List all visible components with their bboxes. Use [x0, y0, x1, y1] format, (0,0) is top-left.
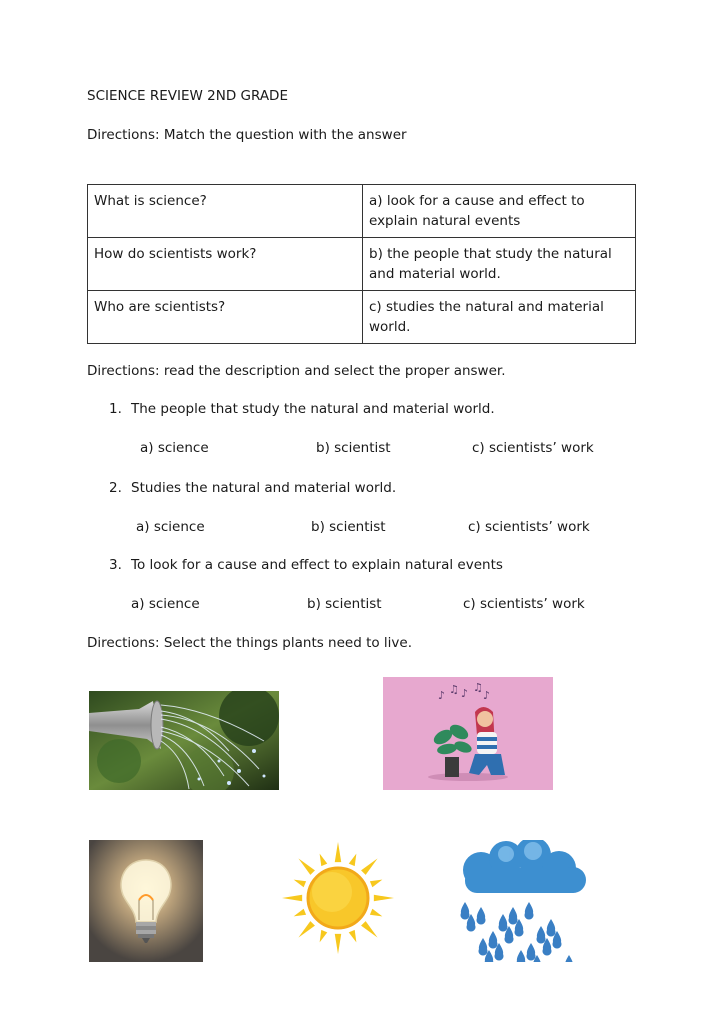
rain-drop [565, 955, 574, 962]
svg-text:♪: ♪ [438, 689, 446, 702]
option-c[interactable]: c) scientists’ work [468, 519, 590, 535]
question-text: Studies the natural and material world. [131, 480, 397, 496]
option-c[interactable]: c) scientists’ work [463, 596, 585, 612]
watering-can-icon [89, 691, 279, 790]
sun-ray [370, 909, 382, 917]
question-number: 3. [109, 557, 122, 573]
sun-ray [294, 880, 306, 888]
table-cell-question: How do scientists work? [88, 238, 363, 291]
light-bulb-icon [89, 840, 203, 962]
option-b[interactable]: b) scientist [307, 596, 382, 612]
sun-ray [335, 934, 341, 954]
rain-drop [527, 943, 536, 961]
sun-ray [335, 842, 341, 862]
sun-ray [294, 909, 306, 917]
sun-icon [274, 838, 402, 958]
rain-drop [489, 931, 498, 949]
option-b[interactable]: b) scientist [316, 440, 391, 456]
sun-ray [349, 854, 357, 866]
music-plant-image[interactable] [383, 677, 553, 790]
table-row [88, 185, 636, 238]
sun-ray [320, 930, 328, 942]
table-row [88, 238, 636, 291]
rain-drop [499, 914, 508, 932]
question-text: To look for a cause and effect to explain natural events [131, 557, 503, 573]
option-a[interactable]: a) science [131, 596, 200, 612]
rain-drop [547, 919, 556, 937]
option-a[interactable]: a) science [136, 519, 205, 535]
option-c[interactable]: c) scientists’ work [472, 440, 594, 456]
sun-ray [374, 895, 394, 901]
option-b[interactable]: b) scientist [311, 519, 386, 535]
table-cell-answer: c) studies the natural and material world. [363, 291, 636, 344]
svg-text:♪: ♪ [483, 689, 491, 702]
sun-ray [361, 858, 378, 875]
rain-cloud-icon [451, 840, 591, 962]
sun-image[interactable] [274, 838, 402, 958]
sun-ray [349, 930, 357, 942]
sun-ray [370, 880, 382, 888]
rain-cloud-image[interactable] [451, 840, 591, 962]
sun-ray [282, 895, 302, 901]
sun-ray [361, 921, 378, 938]
rain-drop [461, 902, 470, 920]
sun-ray [298, 921, 315, 938]
svg-text:♫: ♫ [449, 683, 459, 696]
rain-drop [479, 938, 488, 956]
question-2 [109, 480, 396, 496]
table-cell-answer: b) the people that study the natural and material world. [363, 238, 636, 291]
table-cell-answer: a) look for a cause and effect to explain natural events [363, 185, 636, 238]
rain-drop [477, 907, 486, 925]
page-title: SCIENCE REVIEW 2ND GRADE [87, 88, 288, 104]
question-number: 2. [109, 480, 122, 496]
directions-plants: Directions: Select the things plants need to live. [87, 635, 413, 651]
rain-drop [517, 950, 526, 962]
match-table [87, 184, 636, 344]
watering-image[interactable] [89, 691, 279, 790]
table-cell-question: What is science? [88, 185, 363, 238]
music-girl-plant-icon [383, 677, 553, 790]
question-3 [109, 557, 503, 573]
svg-text:♪: ♪ [461, 687, 469, 700]
rain-drop [525, 902, 534, 920]
option-a[interactable]: a) science [140, 440, 209, 456]
sun-ray [320, 854, 328, 866]
table-cell-question: Who are scientists? [88, 291, 363, 344]
question-text: The people that study the natural and material world. [131, 401, 495, 417]
directions-select: Directions: read the description and select the proper answer. [87, 363, 506, 379]
question-number: 1. [109, 401, 122, 417]
svg-text:♫: ♫ [473, 681, 483, 694]
question-1 [109, 401, 495, 417]
table-row [88, 291, 636, 344]
directions-match: Directions: Match the question with the answer [87, 127, 407, 143]
sun-ray [298, 858, 315, 875]
rain-drop [509, 907, 518, 925]
rain-drop [537, 926, 546, 944]
light-bulb-image[interactable] [89, 840, 203, 962]
